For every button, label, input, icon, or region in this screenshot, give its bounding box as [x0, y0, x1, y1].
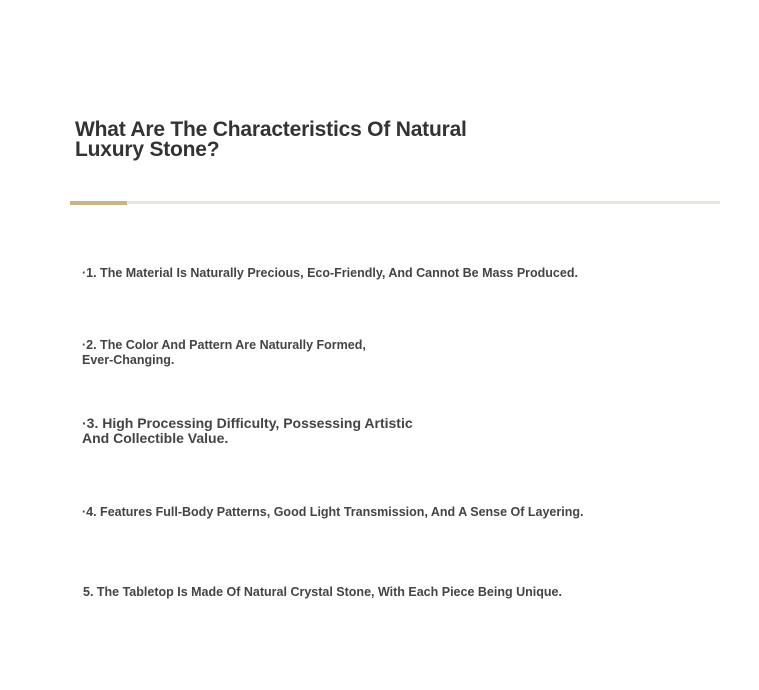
feature-item-3: ·3. High Processing Difficulty, Possessing Artistic And Collectible Value.	[82, 415, 413, 446]
feature-item-5: 5. The Tabletop Is Made Of Natural Crystal Stone, With Each Piece Being Unique.	[83, 585, 562, 599]
feature-item-1: ·1. The Material Is Naturally Precious, Eco-Friendly, And Cannot Be Mass Produced.	[82, 266, 578, 280]
feature-item-4: ·4. Features Full-Body Patterns, Good Light Transmission, And A Sense Of Layering.	[82, 505, 584, 519]
feature-item-2: ·2. The Color And Pattern Are Naturally Formed, Ever-Changing.	[82, 338, 366, 367]
section-title: What Are The Characteristics Of Natural Luxury Stone?	[75, 118, 467, 161]
title-divider	[70, 201, 720, 204]
title-divider-accent	[70, 201, 127, 205]
